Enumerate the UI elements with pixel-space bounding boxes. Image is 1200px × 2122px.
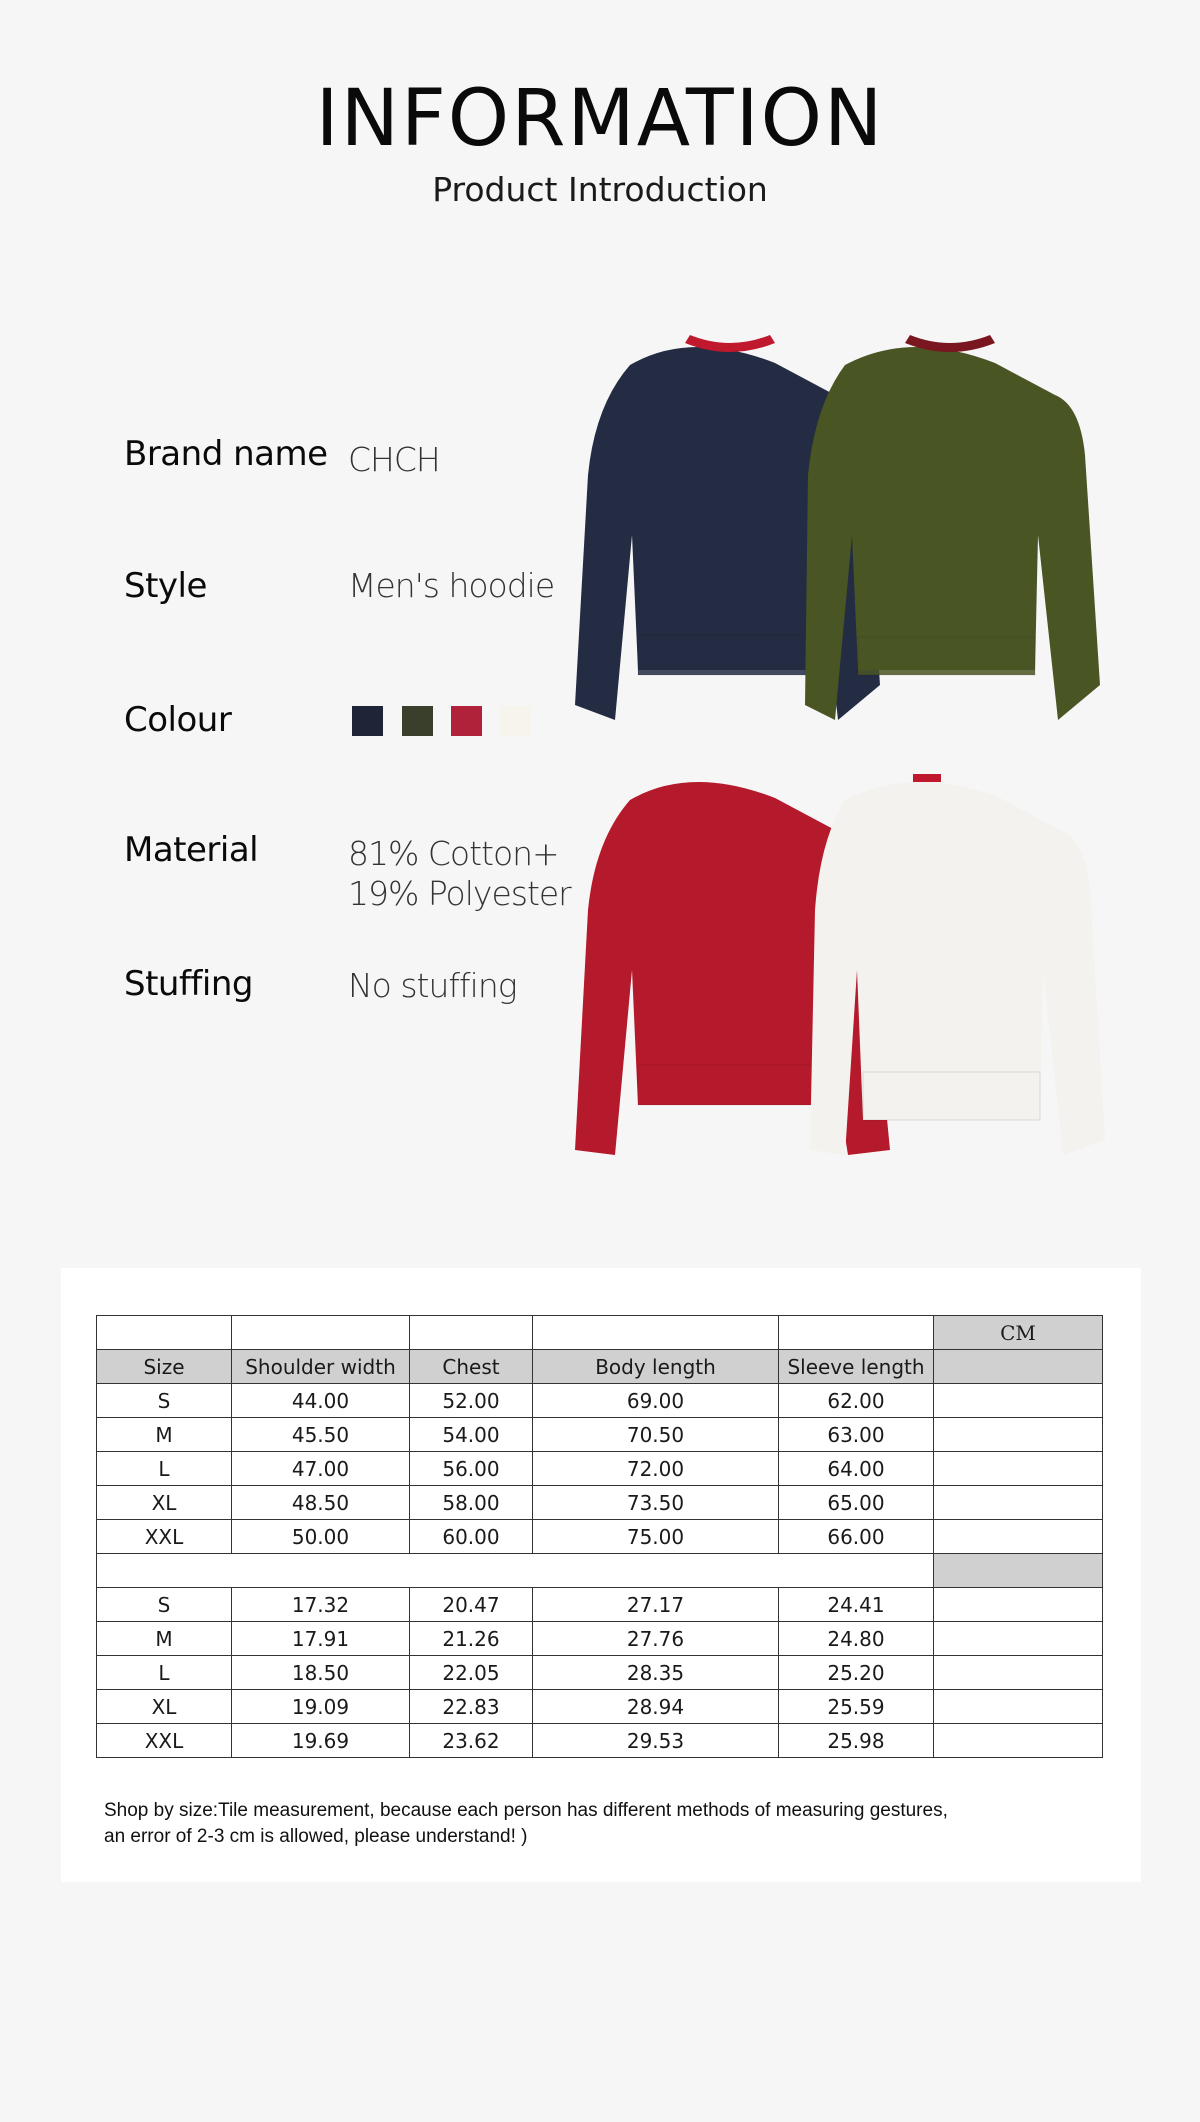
table-cell: 28.94 <box>533 1690 779 1724</box>
table-cell: M <box>97 1418 232 1452</box>
table-cell: 27.76 <box>533 1622 779 1656</box>
table-cell: L <box>97 1656 232 1690</box>
header-shoulder-width: Shoulder width <box>232 1350 410 1384</box>
brand-name-value: CHCH <box>348 440 440 479</box>
table-cell: 19.09 <box>232 1690 410 1724</box>
table-row <box>97 1520 1103 1554</box>
table-cell: S <box>97 1588 232 1622</box>
table-cell: XXL <box>97 1724 232 1758</box>
colour-swatch-red[interactable] <box>451 706 482 736</box>
colour-swatch-white[interactable] <box>500 706 531 736</box>
colour-label: Colour <box>124 700 232 740</box>
table-cell: 47.00 <box>232 1452 410 1486</box>
size-chart-table <box>96 1315 1103 1758</box>
table-row <box>97 1384 1103 1418</box>
table-cell: 54.00 <box>410 1418 533 1452</box>
header-sleeve-length: Sleeve length <box>779 1350 934 1384</box>
table-cell: 62.00 <box>779 1384 934 1418</box>
table-cell: 27.17 <box>533 1588 779 1622</box>
table-cell: 70.50 <box>533 1418 779 1452</box>
table-cell: 25.98 <box>779 1724 934 1758</box>
table-cell: 24.41 <box>779 1588 934 1622</box>
table-cell: XXL <box>97 1520 232 1554</box>
brand-name-label: Brand name <box>124 434 328 474</box>
table-cell: 25.59 <box>779 1690 934 1724</box>
table-cell: S <box>97 1384 232 1418</box>
table-cell: M <box>97 1622 232 1656</box>
table-cell: 18.50 <box>232 1656 410 1690</box>
table-row <box>97 1418 1103 1452</box>
product-image-white-sweater[interactable] <box>805 760 1135 1160</box>
table-row <box>97 1622 1103 1656</box>
table-cell: 21.26 <box>410 1622 533 1656</box>
product-image-olive-sweater[interactable] <box>800 325 1130 725</box>
colour-swatch-navy[interactable] <box>352 706 383 736</box>
unit-label: CM <box>934 1316 1103 1350</box>
table-cell: 44.00 <box>232 1384 410 1418</box>
table-cell: 48.50 <box>232 1486 410 1520</box>
material-value-line1: 81% Cotton+ <box>348 834 559 873</box>
material-value-line2: 19% Polyester <box>348 874 571 913</box>
table-cell: 22.05 <box>410 1656 533 1690</box>
table-cell: 66.00 <box>779 1520 934 1554</box>
table-cell: 65.00 <box>779 1486 934 1520</box>
header-chest: Chest <box>410 1350 533 1384</box>
header-body-length: Body length <box>533 1350 779 1384</box>
size-note-line2: an error of 2-3 cm is allowed, please understand! ) <box>104 1826 528 1847</box>
table-cell: 20.47 <box>410 1588 533 1622</box>
table-cell: 75.00 <box>533 1520 779 1554</box>
table-cell: XL <box>97 1486 232 1520</box>
size-note <box>104 1798 1104 1850</box>
table-cell: 73.50 <box>533 1486 779 1520</box>
table-cell: 17.32 <box>232 1588 410 1622</box>
table-cell: 64.00 <box>779 1452 934 1486</box>
table-cell: L <box>97 1452 232 1486</box>
page-title: INFORMATION <box>315 74 885 164</box>
table-cell: 22.83 <box>410 1690 533 1724</box>
stuffing-label: Stuffing <box>124 964 253 1004</box>
table-cell: 60.00 <box>410 1520 533 1554</box>
unit-row <box>97 1316 1103 1350</box>
colour-swatch-olive[interactable] <box>402 706 433 736</box>
table-cell: 17.91 <box>232 1622 410 1656</box>
table-cell: 63.00 <box>779 1418 934 1452</box>
table-row <box>97 1724 1103 1758</box>
style-value: Men's hoodie <box>348 566 555 605</box>
table-cell: 25.20 <box>779 1656 934 1690</box>
table-row <box>97 1656 1103 1690</box>
table-divider-row <box>97 1554 1103 1588</box>
material-value <box>348 834 571 914</box>
table-row <box>97 1690 1103 1724</box>
header-size: Size <box>97 1350 232 1384</box>
table-cell: 19.69 <box>232 1724 410 1758</box>
page-subtitle: Product Introduction <box>432 170 768 209</box>
table-cell: 69.00 <box>533 1384 779 1418</box>
table-row <box>97 1486 1103 1520</box>
style-label: Style <box>124 566 207 606</box>
table-cell: 50.00 <box>232 1520 410 1554</box>
table-cell: 45.50 <box>232 1418 410 1452</box>
table-cell: 52.00 <box>410 1384 533 1418</box>
table-header-row <box>97 1350 1103 1384</box>
stuffing-value: No stuffing <box>348 966 517 1005</box>
table-row <box>97 1588 1103 1622</box>
table-row <box>97 1452 1103 1486</box>
table-cell: 24.80 <box>779 1622 934 1656</box>
table-cell: XL <box>97 1690 232 1724</box>
material-label: Material <box>124 830 259 870</box>
table-cell: 72.00 <box>533 1452 779 1486</box>
table-cell: 29.53 <box>533 1724 779 1758</box>
size-note-line1: Shop by size:Tile measurement, because each person has different methods of measuring gestures, <box>104 1800 948 1821</box>
table-cell: 28.35 <box>533 1656 779 1690</box>
table-cell: 58.00 <box>410 1486 533 1520</box>
table-cell: 56.00 <box>410 1452 533 1486</box>
table-cell: 23.62 <box>410 1724 533 1758</box>
